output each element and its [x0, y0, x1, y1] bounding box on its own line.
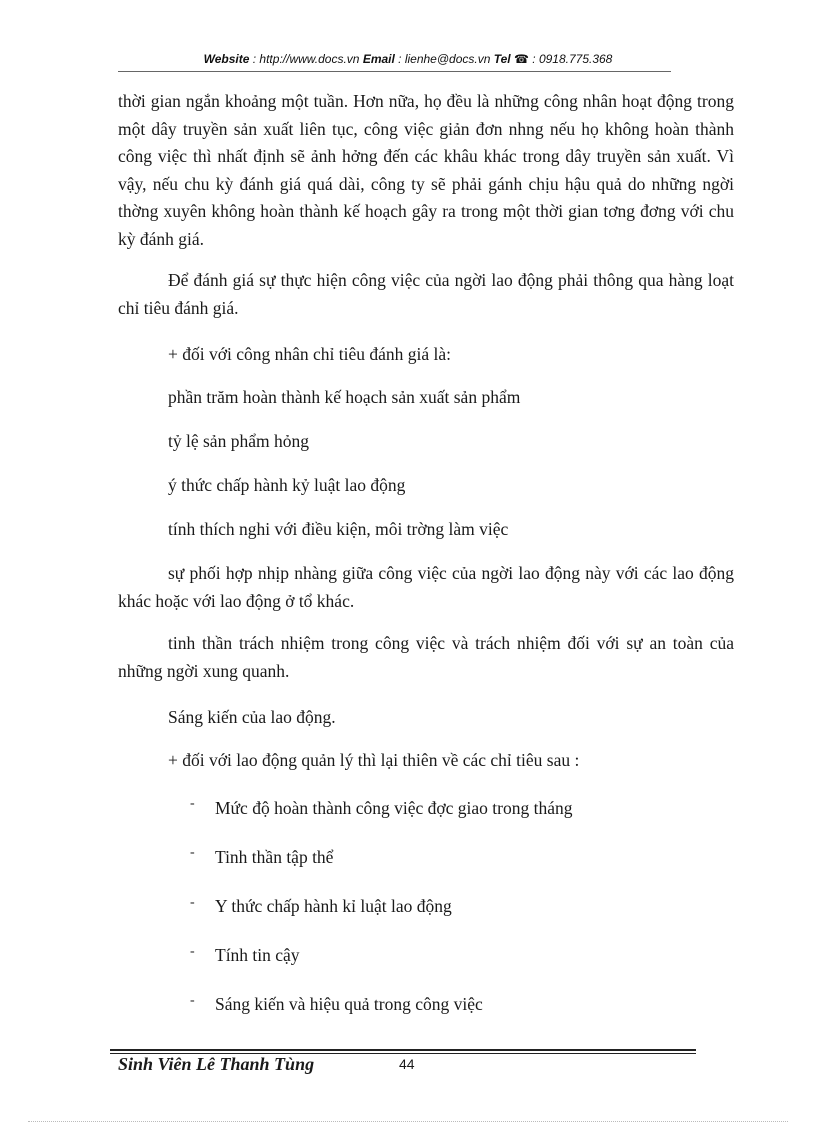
manager-criterion-1: Mức độ hoàn thành công việc đợc giao trong tháng	[215, 798, 573, 818]
worker-criterion-6: tinh thần trách nhiệm trong công việc và trách nhiệm đối với sự an toàn của những ngời xung quanh.	[118, 633, 734, 681]
bullet-dash-2: -	[190, 845, 195, 860]
header-divider	[118, 71, 671, 72]
manager-criterion-2: Tinh thần tập thể	[215, 847, 334, 867]
bullet-dash-3: -	[190, 895, 195, 910]
page-number: 44	[399, 1056, 415, 1072]
website-label: Website	[203, 52, 250, 66]
tel-value: : 0918.775.368	[528, 52, 613, 66]
worker-criterion-7: Sáng kiến của lao động.	[168, 707, 336, 727]
page-bottom-edge	[28, 1121, 788, 1122]
worker-criterion-4: tính thích nghi với điều kiện, môi trờng làm việc	[168, 519, 509, 539]
manager-criterion-4: Tính tin cậy	[215, 945, 300, 965]
email-value: : lienhe@docs.vn	[394, 52, 494, 66]
tel-label: Tel	[493, 52, 511, 66]
phone-icon: ☎	[513, 52, 529, 66]
manager-criteria-heading: + đối với lao động quản lý thì lại thiên về các chỉ tiêu sau :	[168, 750, 580, 770]
page-header	[0, 52, 816, 66]
email-label: Email	[362, 52, 395, 66]
manager-criterion-3: Y thức chấp hành kỉ luật lao động	[215, 896, 452, 916]
bullet-dash-5: -	[190, 993, 195, 1008]
bullet-dash-4: -	[190, 944, 195, 959]
bullet-dash-1: -	[190, 796, 195, 811]
paragraph-cycle: thời gian ngắn khoảng một tuần. Hơn nữa, họ đều là những công nhân hoạt động trong một dây truyền sản xuất liên tục, công việc giản đơn nhng nếu họ không hoàn thành công việc thì nhất định sẽ ảnh hởng đến các khâu khác trong dây truyền sản xuất. Vì vậy, nếu chu kỳ đánh giá quá dài, công ty sẽ phải gánh chịu hậu quả do những ngời thờng xuyên không hoàn thành kế hoạch gây ra trong một thời gian tơng đơng với chu kỳ đánh giá.	[118, 91, 734, 249]
manager-criterion-5: Sáng kiến và hiệu quả trong công việc	[215, 994, 483, 1014]
footer-divider-thick	[110, 1049, 696, 1051]
worker-criterion-2: tỷ lệ sản phẩm hỏng	[168, 431, 309, 451]
paragraph-criteria-intro: Để đánh giá sự thực hiện công việc của ngời lao động phải thông qua hàng loạt chỉ tiêu đánh giá.	[118, 270, 734, 318]
worker-criterion-5: sự phối hợp nhịp nhàng giữa công việc của ngời lao động này với các lao động khác hoặc với lao động ở tổ khác.	[118, 563, 734, 611]
website-value: : http://www.docs.vn	[249, 52, 363, 66]
worker-criterion-3: ý thức chấp hành kỷ luật lao động	[168, 475, 406, 495]
worker-criterion-1: phần trăm hoàn thành kế hoạch sản xuất sản phẩm	[168, 387, 521, 407]
footer-author: Sinh Viên Lê Thanh Tùng	[118, 1054, 315, 1074]
worker-criteria-heading: + đối với công nhân chỉ tiêu đánh giá là:	[168, 344, 452, 364]
